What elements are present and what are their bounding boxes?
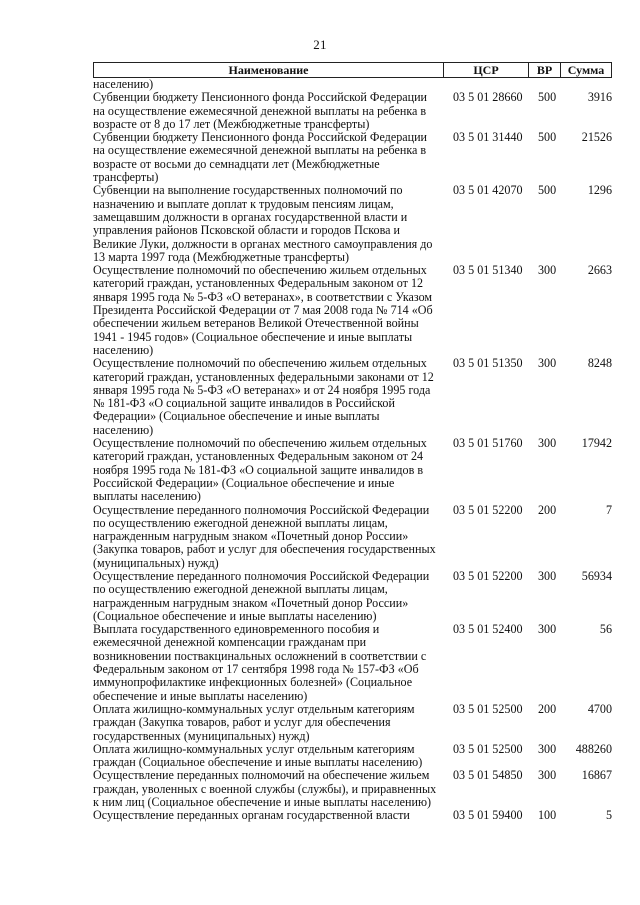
- cell-csr: 03 5 01 51340: [453, 263, 523, 278]
- table-header: [93, 62, 612, 78]
- table-row: [93, 264, 612, 357]
- cell-name: Выплата государственного единовременного пособия и ежемесячной денежной компенсации гражданам при возникновении поствакцинальных осложнений в соответствии с Федеральным законом от 17 сентября 1998 года № 157-ФЗ «Об иммунопрофилактике инфекционных болезней» (Социальное обеспечение и иные выплаты населению): [93, 622, 427, 703]
- table-row: [93, 184, 612, 264]
- table-body: [93, 91, 612, 822]
- cell-name: Осуществление переданных органам государственной власти: [93, 808, 410, 823]
- cell-csr: 03 5 01 28660: [453, 90, 523, 105]
- cell-name: Осуществление переданных полномочий на обеспечение жильем граждан, уволенных с военной службы (службы), и приравненных к ним лиц (Социальное обеспечение и иные выплаты населению): [93, 768, 437, 810]
- table-row: [93, 91, 612, 131]
- cell-sum: 3916: [587, 90, 612, 105]
- cell-vr: 300: [538, 568, 557, 583]
- header-name: Наименование: [93, 63, 443, 77]
- cell-name: Оплата жилищно-коммунальных услуг отдельным категориям граждан (Закупка товаров, работ и услуг для обеспечения государственных (муниципальных) нужд): [93, 701, 415, 743]
- continuation-text: населению): [93, 77, 154, 91]
- cell-sum: 56: [599, 622, 612, 637]
- cell-vr: 100: [538, 808, 557, 823]
- cell-sum: 7: [605, 502, 612, 517]
- cell-sum: 2663: [587, 263, 612, 278]
- cell-csr: 03 5 01 52200: [453, 568, 523, 583]
- cell-csr: 03 5 01 31440: [453, 130, 523, 145]
- table-row: [93, 437, 612, 503]
- cell-vr: 300: [538, 436, 557, 451]
- cell-csr: 03 5 01 54850: [453, 768, 523, 783]
- cell-name: Субвенции на выполнение государственных полномочий по назначению и выплате доплат к трудовым пенсиям лицам, замещавшим должности в органах государственной власти и управления районов Псковской области и городов Пскова и Великие Луки, должности в органах местного самоуправления до 13 марта 1997 года (Межбюджетные трансферты): [93, 183, 433, 264]
- cell-csr: 03 5 01 52200: [453, 502, 523, 517]
- cell-vr: 300: [538, 263, 557, 278]
- cell-sum: 56934: [581, 568, 612, 583]
- table-row: [93, 357, 612, 437]
- table-row: [93, 703, 612, 743]
- table-row: [93, 570, 612, 623]
- cell-name: Осуществление полномочий по обеспечению жильем отдельных категорий граждан, установленных Федеральным законом от 12 января 1995 года № 5-ФЗ «О ветеранах», в соответствии с Указом Президента Российской Федерации от 7 мая 2008 года № 714 «Об обеспечении жильем ветеранов Великой Отечественной войны 1941 - 1945 годов» (Социальное обеспечение и иные выплаты населению): [93, 263, 433, 357]
- cell-name: Осуществление переданного полномочия Российской Федерации по осуществлению ежегодной денежной выплаты лицам, награжденным нагрудным знаком «Почетный донор России» (Социальное обеспечение и иные выплаты населению): [93, 568, 430, 623]
- cell-name: Осуществление переданного полномочия Российской Федерации по осуществлению ежегодной денежной выплаты лицам, награжденным нагрудным знаком «Почетный донор России» (Закупка товаров, работ и услуг для обеспечения государственных (муниципальных) нужд): [93, 502, 436, 570]
- budget-table: [93, 62, 612, 823]
- header-vr: ВР: [528, 63, 560, 77]
- cell-sum: 8248: [587, 356, 612, 371]
- cell-csr: 03 5 01 51350: [453, 356, 523, 371]
- cell-vr: 300: [538, 768, 557, 783]
- cell-csr: 03 5 01 51760: [453, 436, 523, 451]
- page-number: 21: [313, 37, 327, 52]
- continuation-row: [93, 78, 612, 91]
- cell-vr: 200: [538, 701, 557, 716]
- cell-vr: 500: [538, 183, 557, 198]
- cell-vr: 300: [538, 741, 557, 756]
- cell-csr: 03 5 01 52400: [453, 622, 523, 637]
- cell-sum: 16867: [581, 768, 612, 783]
- table-row: [93, 131, 612, 184]
- cell-name: Субвенции бюджету Пенсионного фонда Российской Федерации на осуществление ежемесячной денежной выплаты на ребенка в возрасте от восьми до семнадцати лет (Межбюджетные трансферты): [93, 130, 428, 185]
- cell-vr: 500: [538, 90, 557, 105]
- cell-sum: 17942: [581, 436, 612, 451]
- cell-name: Осуществление полномочий по обеспечению жильем отдельных категорий граждан, установленных федеральными законами от 12 января 1995 года № 5-ФЗ «О ветеранах» и от 24 ноября 1995 года № 181-ФЗ «О социальной защите инвалидов в Российской Федерации» (Социальное обеспечение и иные выплаты населению): [93, 356, 434, 437]
- cell-csr: 03 5 01 52500: [453, 741, 523, 756]
- cell-sum: 21526: [581, 130, 612, 145]
- table-row: [93, 623, 612, 703]
- cell-sum: 4700: [587, 701, 612, 716]
- table-row: [93, 504, 612, 570]
- cell-sum: 488260: [575, 741, 612, 756]
- cell-name: Оплата жилищно-коммунальных услуг отдельным категориям граждан (Социальное обеспечение и иные выплаты населению): [93, 741, 423, 770]
- table-row: [93, 809, 612, 822]
- cell-vr: 300: [538, 356, 557, 371]
- table-row: [93, 743, 612, 770]
- cell-vr: 500: [538, 130, 557, 145]
- cell-csr: 03 5 01 59400: [453, 808, 523, 823]
- cell-name: Субвенции бюджету Пенсионного фонда Российской Федерации на осуществление ежемесячной денежной выплаты на ребенка в возрасте от 8 до 17 лет (Межбюджетные трансферты): [93, 90, 428, 131]
- header-csr: ЦСР: [443, 63, 528, 77]
- header-sum: Сумма: [560, 63, 612, 77]
- table-row: [93, 769, 612, 809]
- cell-sum: 5: [605, 808, 612, 823]
- cell-name: Осуществление полномочий по обеспечению жильем отдельных категорий граждан, установленных Федеральным законом от 24 ноября 1995 года № 181-ФЗ «О социальной защите инвалидов в Российской Федерации» (Социальное обеспечение и иные выплаты населению): [93, 436, 427, 504]
- cell-sum: 1296: [587, 183, 612, 198]
- cell-vr: 200: [538, 502, 557, 517]
- cell-csr: 03 5 01 42070: [453, 183, 523, 198]
- cell-csr: 03 5 01 52500: [453, 701, 523, 716]
- cell-vr: 300: [538, 622, 557, 637]
